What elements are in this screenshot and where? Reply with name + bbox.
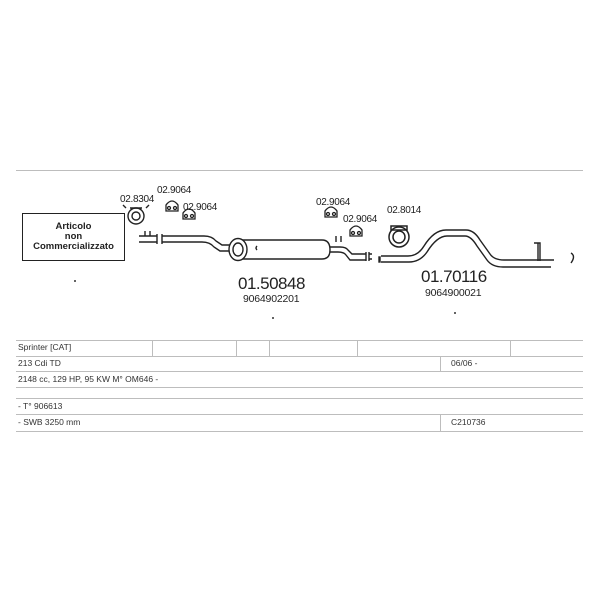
- rubber-hanger-icon: [166, 201, 178, 211]
- table-column-divider: [236, 340, 237, 356]
- vehicle-model: Sprinter [CAT]: [18, 342, 72, 352]
- table-rule: [16, 431, 583, 432]
- hanger-4-label: 02.9064: [343, 214, 378, 225]
- clamp-2-label: 02.8014: [387, 205, 422, 216]
- hanger-1-label: 02.9064: [157, 185, 192, 196]
- table-column-divider: [152, 340, 153, 356]
- table-column-divider: [357, 340, 358, 356]
- table-rule: [16, 356, 583, 357]
- table-rule: [16, 371, 583, 372]
- rear-silencer-oe-number: 9064900021: [425, 287, 482, 299]
- table-rule: [16, 387, 583, 388]
- middle-silencer: [229, 239, 330, 261]
- middle-silencer-code: 01.50848: [238, 274, 305, 293]
- rubber-hanger-icon: [325, 207, 337, 217]
- wheelbase: - SWB 3250 mm: [18, 417, 81, 427]
- table-top-rule: [16, 340, 583, 341]
- production-date: 06/06 -: [451, 358, 478, 368]
- rubber-hanger-icon: [350, 226, 362, 236]
- table-column-divider: [440, 356, 441, 371]
- hanger-2-label: 02.9064: [183, 202, 218, 213]
- engine-spec: 2148 cc, 129 HP, 95 KW M° OM646 -: [18, 374, 159, 384]
- table-column-divider: [440, 414, 441, 431]
- table-rule: [16, 398, 583, 399]
- table-rule: [16, 414, 583, 415]
- clamp-1-label: 02.8304: [120, 194, 155, 205]
- front-pipe: [139, 231, 232, 251]
- notice-line-2: non: [64, 231, 83, 242]
- vehicle-type: - T° 906613: [18, 401, 63, 411]
- rear-silencer-code: 01.70116: [421, 267, 487, 286]
- notice-line-1: Articolo: [55, 221, 92, 232]
- notice-line-3: Commercializzato: [33, 241, 114, 252]
- engine-variant: 213 Cdi TD: [18, 358, 61, 368]
- clamp-icon: [123, 205, 149, 224]
- middle-silencer-oe-number: 9064902201: [243, 293, 300, 305]
- reference-code: C210736: [451, 417, 486, 427]
- intermediate-pipe: [330, 236, 372, 261]
- table-column-divider: [269, 340, 270, 356]
- clamp-icon: [389, 226, 409, 247]
- hanger-3-label: 02.9064: [316, 197, 351, 208]
- table-column-divider: [510, 340, 511, 356]
